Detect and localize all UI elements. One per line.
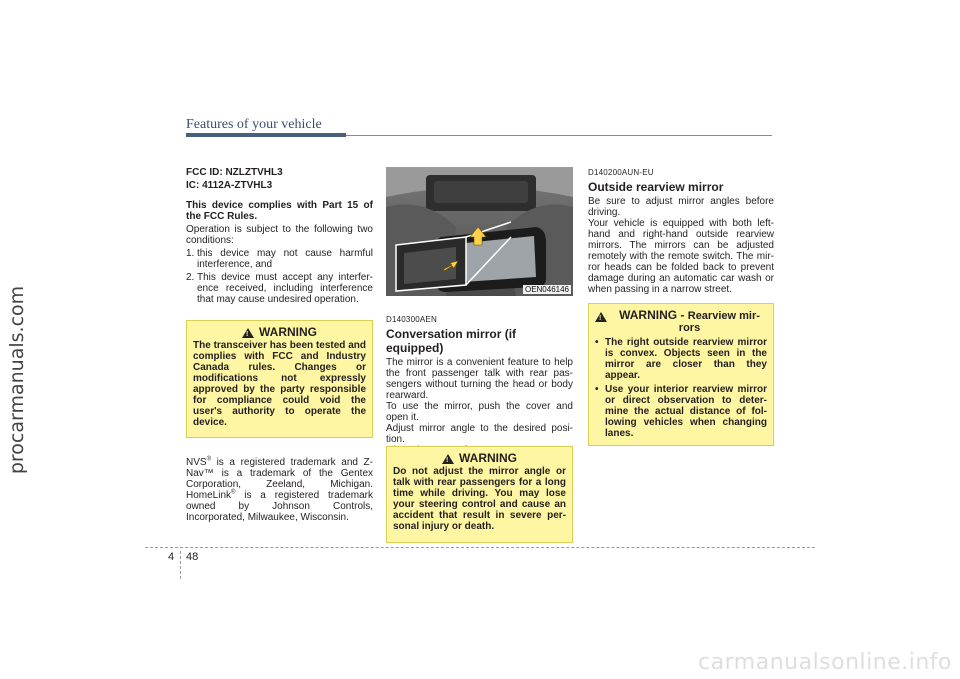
- column-left: [186, 167, 373, 305]
- side-watermark-text: procarmanuals.com: [6, 285, 28, 475]
- page-header-title: Features of your vehicle: [186, 117, 322, 132]
- section-code: D140200AUN-EU: [588, 168, 654, 177]
- fcc-warning-box: [186, 320, 373, 438]
- warning-header: ! WARNING: [393, 453, 566, 464]
- warning-triangle-icon: [242, 328, 254, 338]
- section-code: D140300AEN: [386, 315, 437, 324]
- warning-triangle-icon: [442, 454, 454, 464]
- fcc-warning-text: The transceiver has been tested and complies with FCC and Industry Canada rules. Changes or modifications not expressly approved by the party responsible for compliance could void the user's authority to operate the device.: [193, 340, 366, 428]
- section-heading: Outside rearview mirror: [588, 180, 724, 194]
- condition-item: 2. This device must accept any interfer- ence received, including interference that may cause undesired operation.: [186, 272, 373, 305]
- body-paragraph: The mirror is a convenient feature to help the front passenger talk with rear pas- sengers without turning the head or body rearward.: [386, 357, 573, 401]
- header-rule: [346, 135, 772, 136]
- mirror-warning-text: Do not adjust the mirror angle or talk with rear passengers for a long time while driving. You may lose your steering control and cause an accident that result in severe per- sonal injury or death.: [393, 466, 566, 532]
- condition-item: 1. this device may not cause harmful interference, and: [186, 248, 373, 270]
- header-accent-bar: [186, 133, 346, 137]
- column-middle: [386, 314, 573, 456]
- fcc-id: FCC ID: NZLZTVHL3: [186, 167, 283, 178]
- body-paragraph: Your vehicle is equipped with both left- hand and right-hand outside rearview mirrors. The mirrors can be adjusted remotely with the remote switch. The mir- ror heads can be folded back to prevent damage during an automatic car wash or when passing in a narrow street.: [588, 218, 774, 295]
- warning-header: ! WARNING: [193, 327, 366, 338]
- section-heading: Conversation mirror (if equipped): [386, 327, 517, 355]
- warning-triangle-icon: [595, 312, 607, 322]
- footer-rule: [145, 547, 815, 548]
- bottom-watermark: carmanualsonline.info: [698, 650, 952, 675]
- warning-bullet: • The right outside rearview mirror is convex. Objects seen in the mirror are closer than they appear.: [595, 337, 767, 381]
- footer-divider: [180, 551, 181, 579]
- rearview-warning-box: [588, 303, 774, 446]
- body-paragraph: To use the mirror, push the cover and open it.: [386, 401, 573, 423]
- body-paragraph: Adjust mirror angle to the desired posi- tion.: [386, 423, 573, 445]
- page-number: 48: [186, 551, 199, 563]
- warning-bullet: • Use your interior rearview mirror or direct observation to deter- mine the actual distance of fol- lowing vehicles when changing lanes.: [595, 384, 767, 439]
- body-paragraph: Be sure to adjust mirror angles before driving.: [588, 196, 774, 218]
- chapter-number: 4: [168, 551, 175, 563]
- column-right: [588, 167, 774, 295]
- operation-statement: Operation is subject to the following two conditions:: [186, 224, 373, 246]
- image-code-label: OEN046146: [524, 285, 569, 294]
- compliance-statement: This device complies with Part 15 of the FCC Rules.: [186, 200, 373, 222]
- warning-header: ! WARNING - Rearview mir- rors: [595, 310, 767, 334]
- side-watermark: [6, 285, 28, 475]
- conversation-mirror-photo: [386, 167, 573, 296]
- trademark-notice: NVS® is a registered trademark and Z-Nav™ is a trademark of the Gentex Corporation, Zeeland, Michigan. HomeLink® is a registered trademark owned by Johnson Controls, Incorporated, Milwaukee, Wisconsin.: [186, 456, 373, 523]
- ic-id: IC: 4112A-ZTVHL3: [186, 180, 273, 191]
- mirror-warning-box: [386, 446, 573, 543]
- mirror-illustration: [386, 167, 573, 296]
